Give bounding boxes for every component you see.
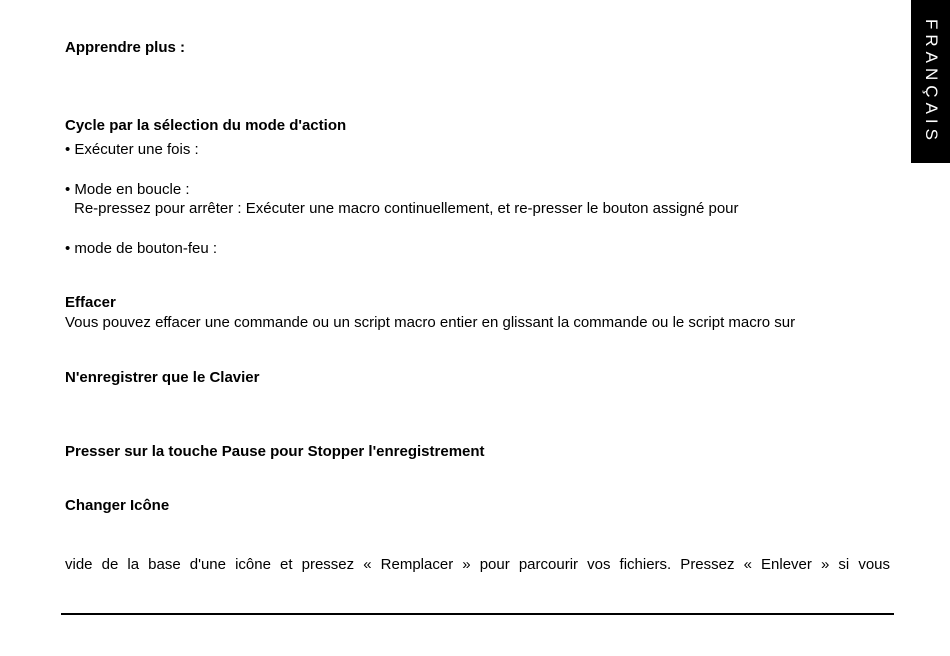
bullet-mode-boucle: • Mode en boucle :	[65, 181, 190, 198]
boucle-detail-text: Re-pressez pour arrêter : Exécuter une macro continuellement, et re-presser le bouton assigné pour	[74, 200, 739, 217]
heading-effacer: Effacer	[65, 294, 116, 311]
heading-cycle-mode-action: Cycle par la sélection du mode d'action	[65, 117, 347, 134]
bullet-mode-bouton-feu: • mode de bouton-feu :	[65, 240, 218, 257]
heading-enregistrer-clavier: N'enregistrer que le Clavier	[65, 369, 260, 386]
heading-touche-pause: Presser sur la touche Pause pour Stopper l'enregistrement	[65, 443, 485, 460]
effacer-text: Vous pouvez effacer une commande ou un script macro entier en glissant la commande ou le script macro sur	[65, 314, 796, 331]
language-tab-label: FRANÇAIS	[921, 18, 941, 145]
footer-divider	[61, 613, 894, 615]
bullet-executer-une-fois: • Exécuter une fois :	[65, 141, 199, 158]
heading-changer-icone: Changer Icône	[65, 497, 170, 514]
heading-apprendre-plus: Apprendre plus :	[65, 39, 186, 56]
changer-icone-text: vide de la base d'une icône et pressez « Remplacer » pour parcourir vos fichiers. Pressez « Enlever » si vous	[65, 556, 890, 573]
language-tab	[911, 0, 950, 163]
